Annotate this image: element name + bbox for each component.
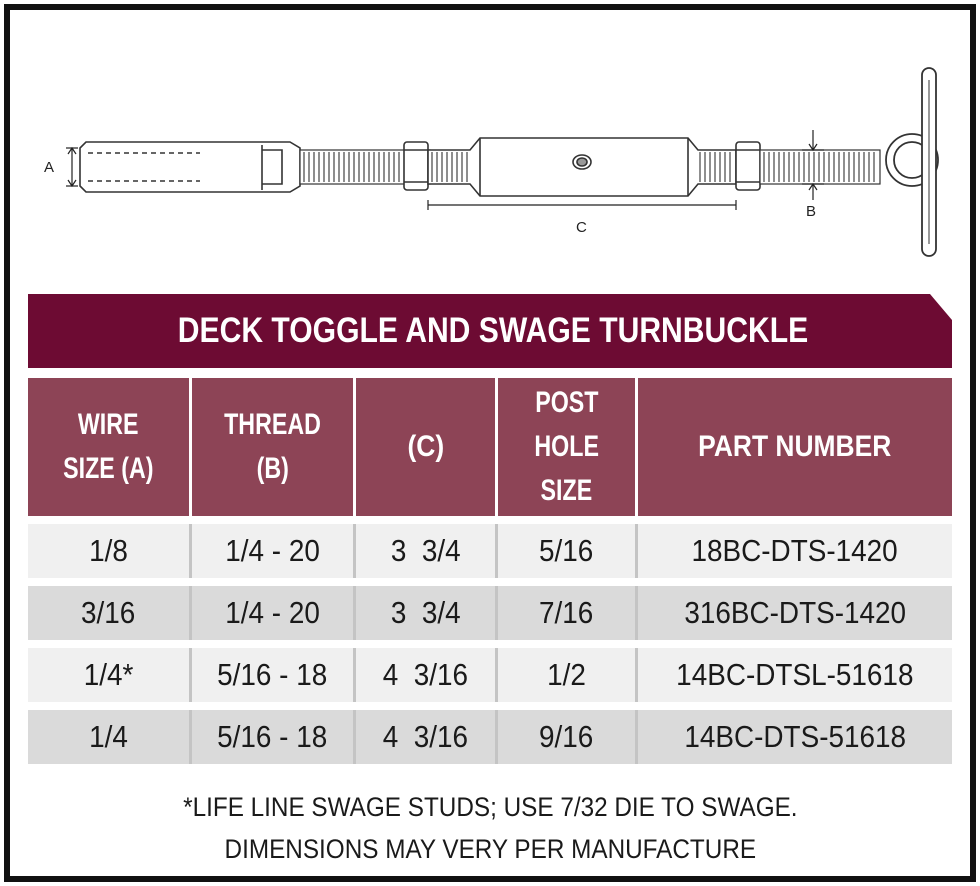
cell-part-number: 14BC-DTS-51618 (638, 710, 952, 764)
header-c: (C) (356, 378, 498, 516)
cell-c: 4 3/16 (356, 648, 498, 702)
header-thread: THREAD (B) (192, 378, 356, 516)
table-row (28, 648, 952, 702)
header-wire-size: WIRE SIZE (A) (28, 378, 192, 516)
right-hex-nut (736, 142, 760, 190)
cell-wire-size: 1/4* (28, 648, 192, 702)
dimension-c-label: C (576, 219, 587, 236)
dimension-b-label: B (806, 203, 817, 220)
cell-c: 3 3/4 (356, 524, 498, 578)
cell-part-number: 14BC-DTSL-51618 (638, 648, 952, 702)
cell-wire-size: 3/16 (28, 586, 192, 640)
table-header-row (28, 378, 952, 516)
table-row (28, 524, 952, 578)
left-hex-nut (404, 142, 428, 190)
spec-table (28, 378, 952, 764)
cell-post-hole-size: 7/16 (498, 586, 638, 640)
header-part-number: PART NUMBER (638, 378, 952, 516)
table-row (28, 710, 952, 764)
cell-post-hole-size: 1/2 (498, 648, 638, 702)
cell-c: 3 3/4 (356, 586, 498, 640)
table-title: DECK TOGGLE AND SWAGE TURNBUCKLE (177, 311, 809, 350)
table-row (28, 586, 952, 640)
cell-wire-size: 1/8 (28, 524, 192, 578)
dimension-c (428, 200, 736, 210)
cell-wire-size: 1/4 (28, 710, 192, 764)
cell-thread: 5/16 - 18 (192, 648, 356, 702)
header-post-hole-size: POST HOLE SIZE (498, 378, 638, 516)
cell-thread: 1/4 - 20 (192, 524, 356, 578)
footnote-line-1: *LIFE LINE SWAGE STUDS; USE 7/32 DIE TO SWAGE. (182, 792, 798, 822)
footer-notes (0, 786, 980, 870)
deck-toggle (886, 68, 938, 256)
cell-post-hole-size: 9/16 (498, 710, 638, 764)
cell-part-number: 316BC-DTS-1420 (638, 586, 952, 640)
cell-part-number: 18BC-DTS-1420 (638, 524, 952, 578)
cell-post-hole-size: 5/16 (498, 524, 638, 578)
turnbuckle-body (428, 138, 736, 196)
title-bar (28, 294, 952, 368)
turnbuckle-diagram (0, 0, 980, 280)
cell-thread: 5/16 - 18 (192, 710, 356, 764)
dimension-a-label: A (44, 159, 55, 176)
cell-c: 4 3/16 (356, 710, 498, 764)
footnote-line-2: DIMENSIONS MAY VERY PER MANUFACTURE (224, 834, 756, 864)
dimension-a (66, 148, 78, 186)
right-threaded-stud (760, 150, 880, 184)
cell-thread: 1/4 - 20 (192, 586, 356, 640)
